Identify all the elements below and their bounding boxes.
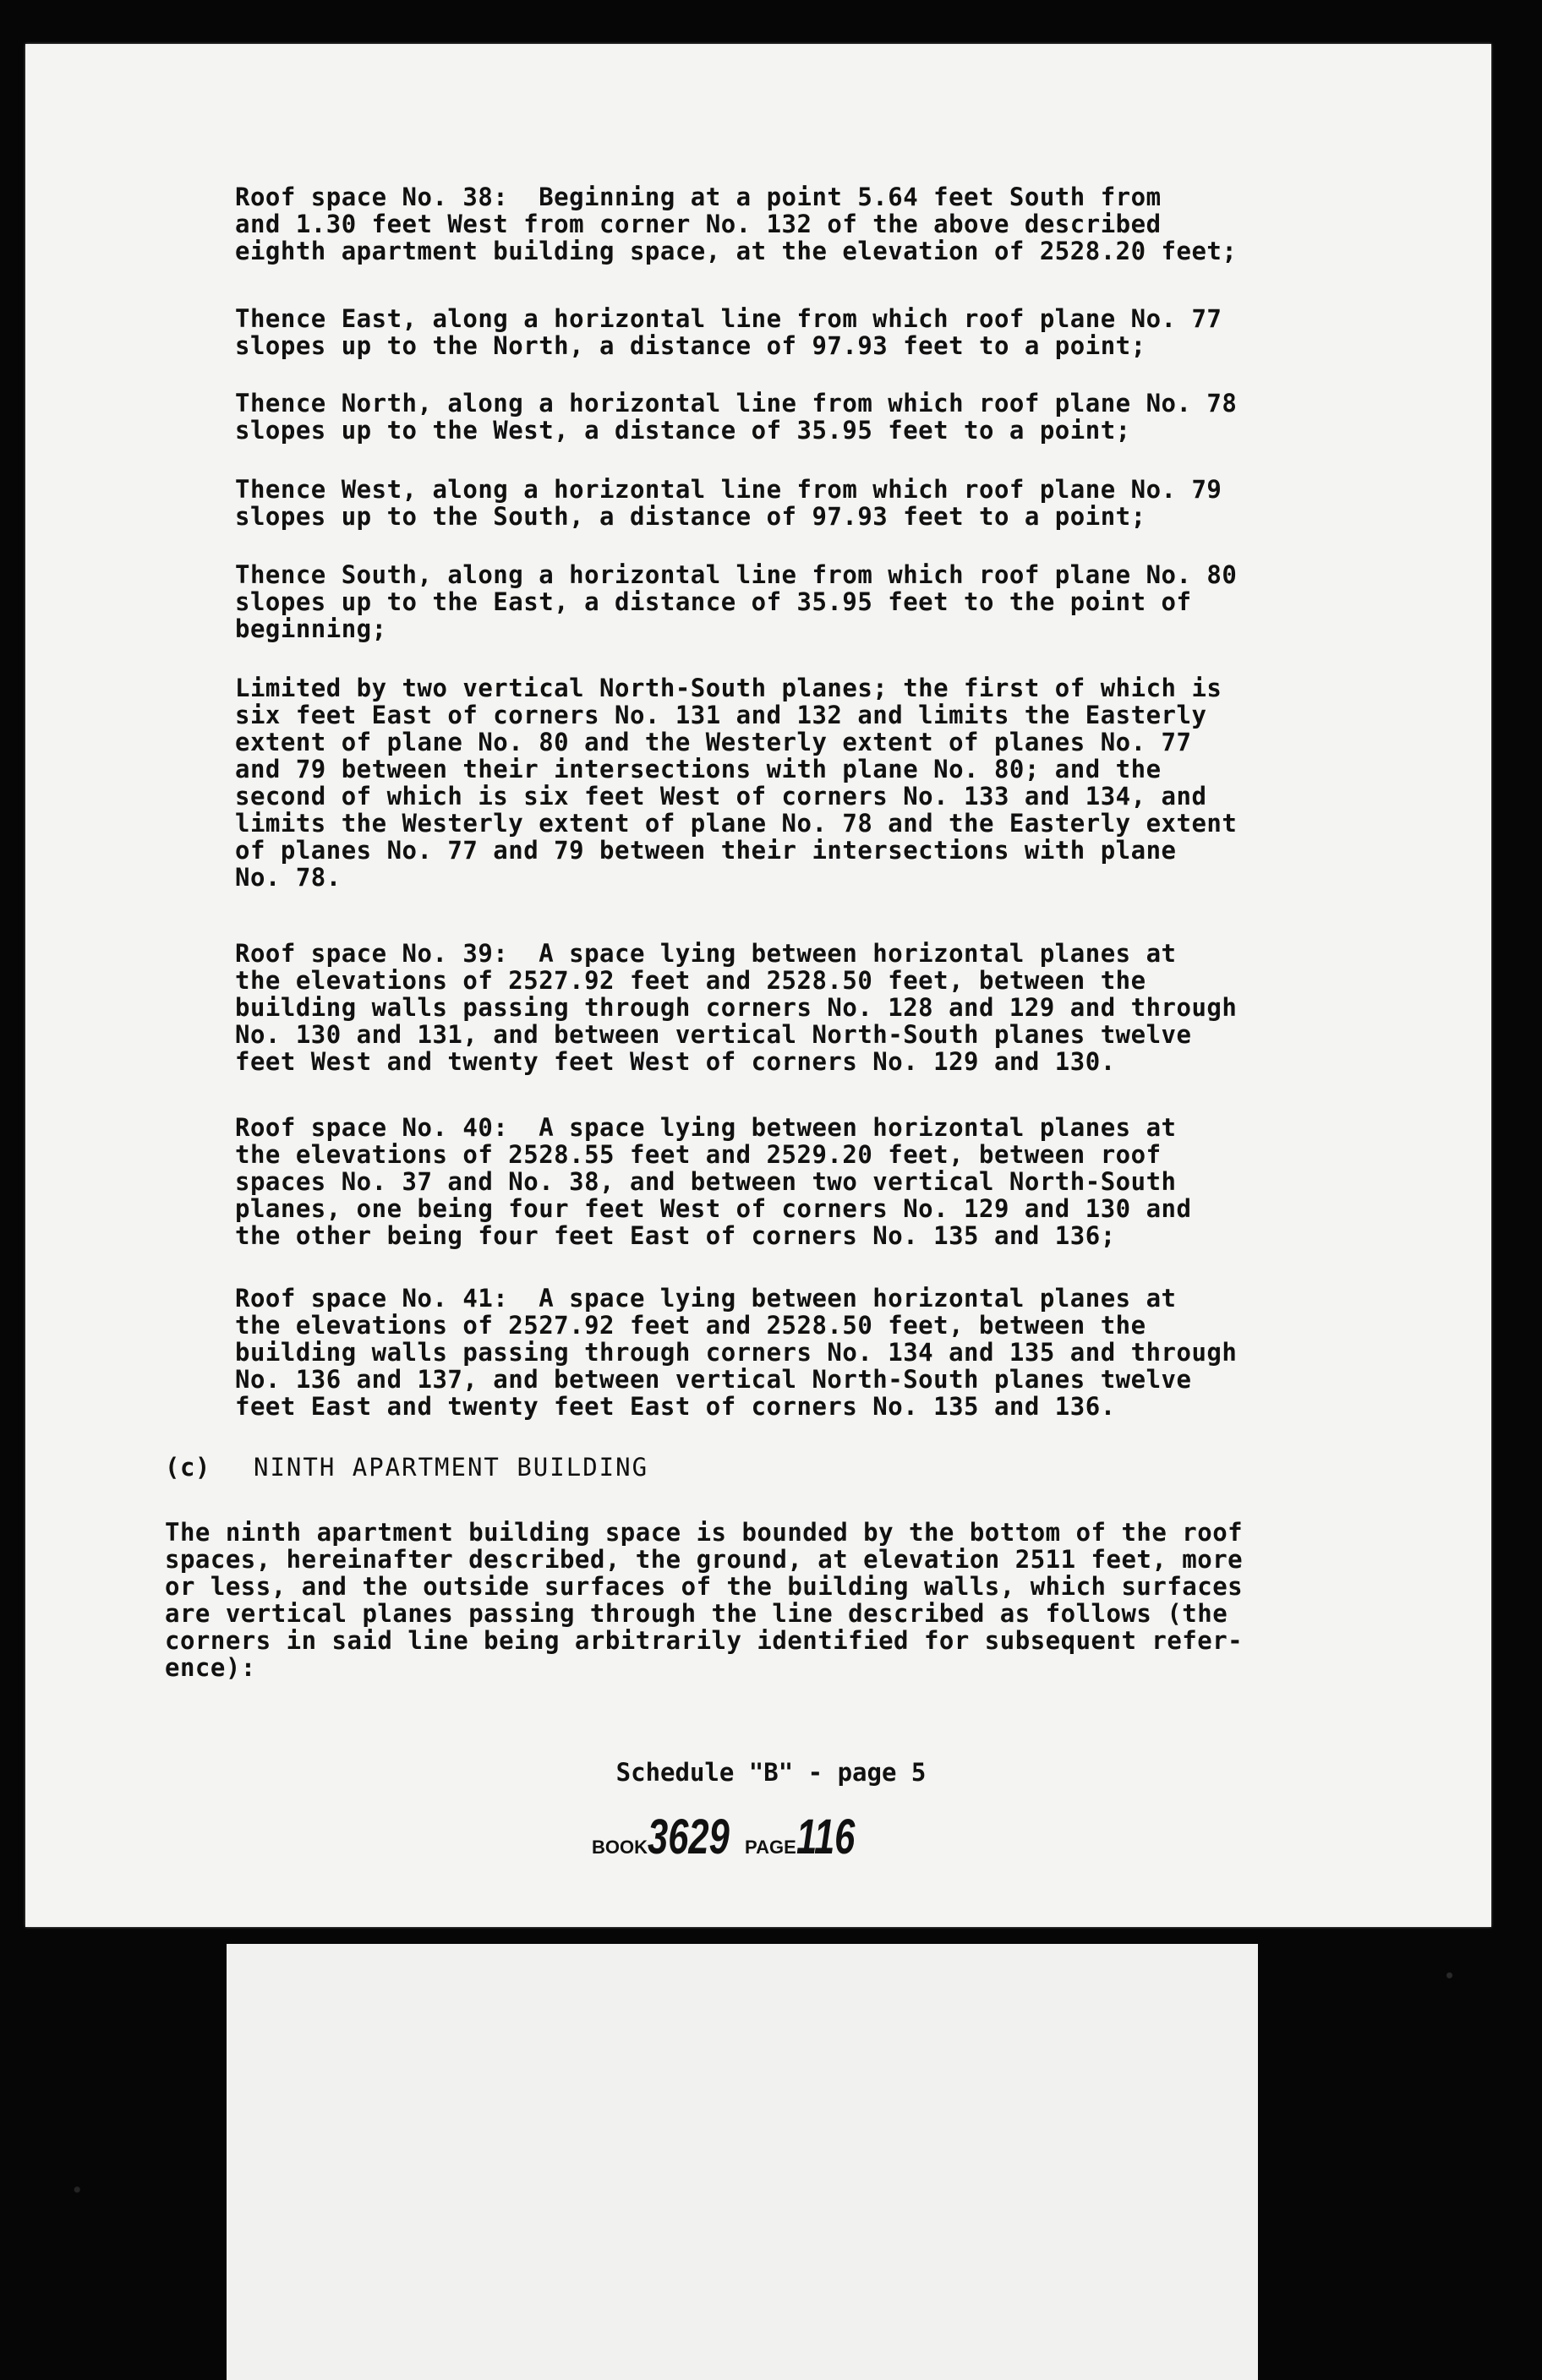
- section-label: (c): [165, 1453, 211, 1482]
- page-word: PAGE: [745, 1837, 796, 1858]
- book-number: 3629: [648, 1810, 730, 1864]
- paragraph-roof-space-39: Roof space No. 39: A space lying between horizontal planes at the elevations of 2527.92 feet and 2528.50 feet, between the building walls passing through corners No. 128 and 129 and through No. 130 and 131, and between vertical North-South planes twelve feet West and twenty feet West of corners No. 129 and 130.: [235, 939, 1238, 1076]
- paragraph-roof-space-40: Roof space No. 40: A space lying between horizontal planes at the elevations of 2528.55 feet and 2529.20 feet, between roof spaces No. 37 and No. 38, and between two vertical North-South planes, one being four feet West of corners No. 129 and 130 and the other being four feet East of corners No. 135 and 136;: [235, 1113, 1192, 1250]
- paragraph-thence-north: Thence North, along a horizontal line from which roof plane No. 78 slopes up to the West, a distance of 35.95 feet to a point;: [235, 389, 1238, 445]
- paragraph-thence-east: Thence East, along a horizontal line from which roof plane No. 77 slopes up to the North, a distance of 97.93 feet to a point;: [235, 304, 1222, 360]
- book-word: BOOK: [592, 1837, 648, 1858]
- paragraph-ninth-building: The ninth apartment building space is bounded by the bottom of the roof spaces, hereinafter described, the ground, at elevation 2511 feet, more or less, and the outside surfaces of the building walls, which surfaces are vertical planes passing through the line described as follows (the corners in said line being arbitrarily identified for subsequent refer- ence):: [165, 1518, 1244, 1682]
- paragraph-thence-west: Thence West, along a horizontal line from which roof plane No. 79 slopes up to the South, a distance of 97.93 feet to a point;: [235, 475, 1222, 531]
- page-footer: Schedule "B" - page 5: [615, 1758, 927, 1787]
- paragraph-limited-by: Limited by two vertical North-South planes; the first of which is six feet East of corners No. 131 and 132 and limits the Easterly extent of plane No. 80 and the Westerly extent of planes No. 77 and 79 between their intersections with plane No. 80; and the second of which is six feet West of corners No. 133 and 134, and limits the Westerly extent of plane No. 78 and the Easterly extent of planes No. 77 and 79 between their intersections with plane No. 78.: [235, 674, 1238, 892]
- underlying-blank-sheet: [227, 1944, 1258, 2380]
- section-title: NINTH APARTMENT BUILDING: [254, 1453, 649, 1482]
- paragraph-thence-south: Thence South, along a horizontal line from which roof plane No. 80 slopes up to the East, a distance of 35.95 feet to the point of beginning;: [235, 560, 1238, 643]
- book-page-stamp: [592, 1809, 874, 1865]
- paragraph-roof-space-38: Roof space No. 38: Beginning at a point 5.64 feet South from and 1.30 feet West from corner No. 132 of the above described eighth apartment building space, at the elevation of 2528.20 feet;: [235, 183, 1238, 265]
- page-number: 116: [796, 1810, 856, 1864]
- paragraph-roof-space-41: Roof space No. 41: A space lying between horizontal planes at the elevations of 2527.92 feet and 2528.50 feet, between the building walls passing through corners No. 134 and 135 and through No. 136 and 137, and between vertical North-South planes twelve feet East and twenty feet East of corners No. 135 and 136.: [235, 1284, 1238, 1421]
